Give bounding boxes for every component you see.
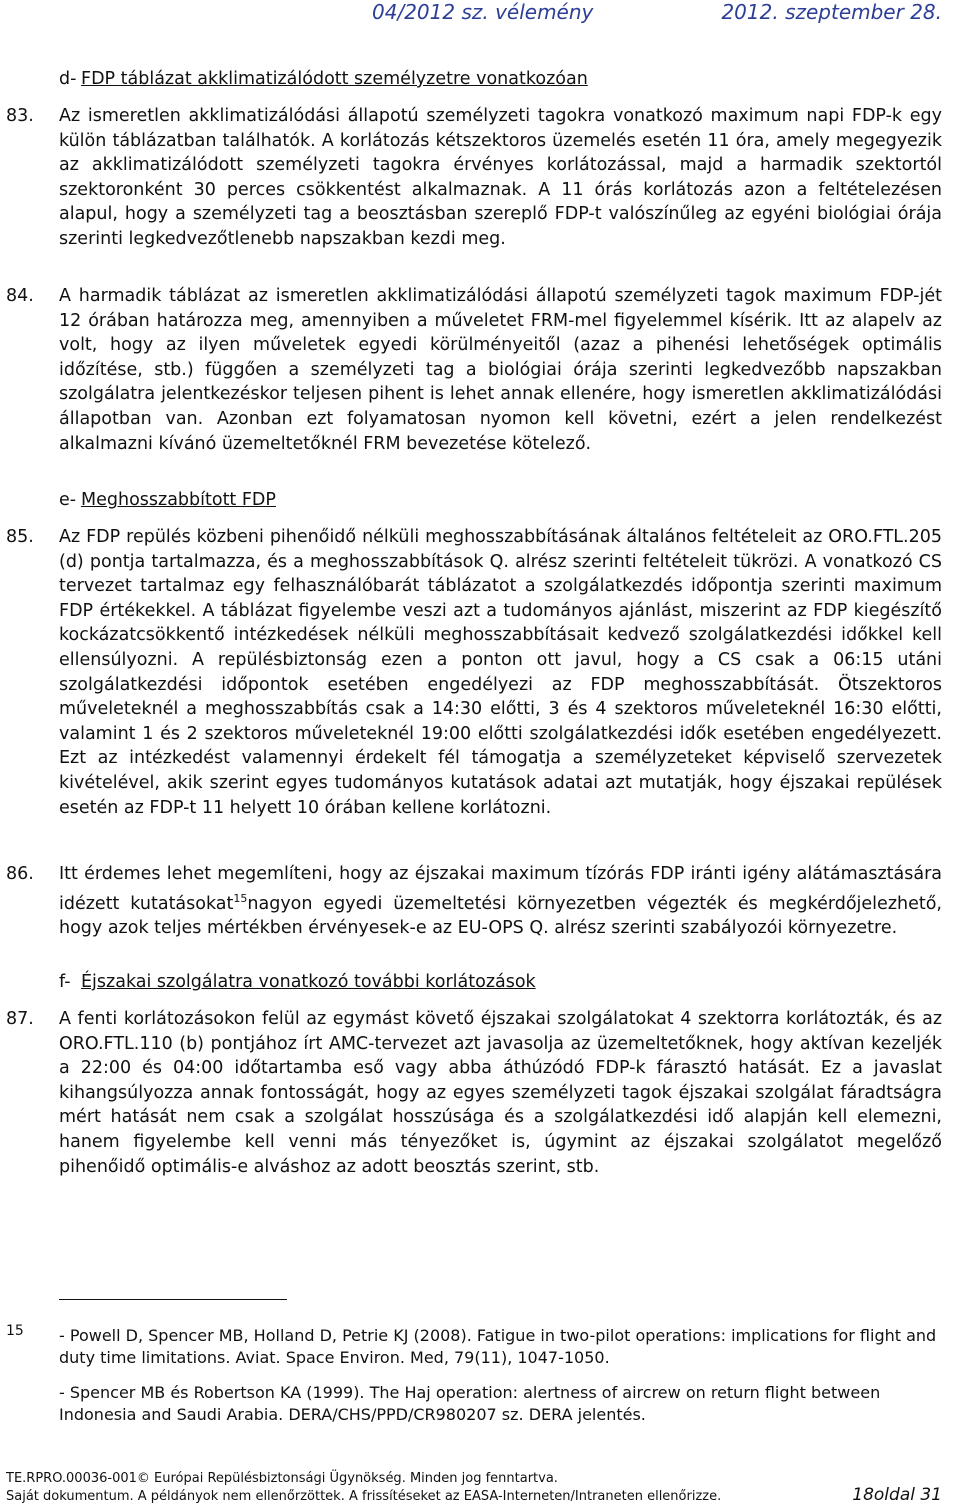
disclaimer-line: Saját dokumentum. A példányok nem ellenőrzöttek. A frissítéseket az EASA-Interneten/Intraneten ellenőrizze. <box>6 1489 722 1504</box>
paragraph-83 <box>6 104 942 252</box>
footnote-text: - Spencer MB és Robertson KA (1999). The Haj operation: alertness of aircrew on return flight between Indonesia and Saudi Arabia. DERA/CHS/PPD/CR980207 sz. DERA jelentés. <box>59 1383 881 1424</box>
paragraph-number: 87. <box>6 1009 34 1029</box>
section-title: Meghosszabbított FDP <box>81 490 276 510</box>
paragraph-text: Az FDP repülés közbeni pihenőidő nélküli meghosszabbításának általános feltételeit az ORO.FTL.205 (d) pontja tartalmazza, és a meghosszabbítások Q. alrész szerinti feltételeit tükrözi. A vonatkozó CS tervezet tartalmaz egy felhasználóbarát táblázatot a szolgálatkezdés időpontja szerinti maximum FDP értékekkel. A táblázat figyelembe veszi azt a tudományos ajánlást, miszerint az FDP kiegészítő kockázatcsökkentő intézkedések nélküli meghosszabbításait kedvező szolgálatkezdési időkkel kell ellensúlyozni. A repülésbiztonság ezen a ponton ott javul, hogy a CS csak a 06:15 utáni szolgálatkezdési időpontok esetében engedélyezi az FDP meghosszabbítását. Ötszektoros műveleteknél a meghosszabbítás csak a 14:30 előtti, 3 és 4 szektoros műveleteknél 16:30 előtti, valamint 1 és 2 szektoros műveleteknél 19:00 előtti szolgálatkezdési idők esetében engedélyezett. Ezt az intézkedést valamennyi érdekelt fél támogatja a személyzeteket képviselő szervezetek kivételével, akik szerint egyes tudományos kutatások adatai azt mutatják, hogy éjszakai repülések esetén az FDP-t 11 helyett 10 órában kellene korlátozni. <box>59 527 942 818</box>
section-tag: f- <box>59 972 71 992</box>
footnote-mark: 15 <box>6 1323 24 1339</box>
paragraph-number: 85. <box>6 527 34 547</box>
section-heading-f <box>59 972 536 992</box>
paragraph-number: 83. <box>6 106 34 126</box>
paragraph-84 <box>6 284 942 456</box>
paragraph-number: 86. <box>6 864 34 884</box>
paragraph-text: A harmadik táblázat az ismeretlen akklimatizálódási állapotú személyzeti tagok maximum FDP-jét 12 órában határozza meg, amennyiben a műveletet FRM-mel figyelemmel kísérik. Itt az alapelv az volt, hogy az ilyen műveletek egyedi körülményeitől (azaz a pihenési lehetőségek optimális időzítése, stb.) függően a személyzeti tag a biológiai órája szerinti legkedvezőbb napszakban szolgálatra jelentkezéskor teljesen pihent is lehet annak ellenére, hogy ismeretlen akklimatizálódási állapotban van. Azonban ezt folyamatosan nyomon kell követni, ezért a jelen rendelkezést alkalmazni kívánó üzemeltetőknél FRM bevezetése kötelező. <box>59 286 942 454</box>
footnote-text: - Powell D, Spencer MB, Holland D, Petrie KJ (2008). Fatigue in two-pilot operations: implications for flight and duty time limitations. Aviat. Space Environ. Med, 79(11), 1047-1050. <box>59 1326 937 1367</box>
footnote-divider <box>59 1299 287 1300</box>
page-footer <box>6 1470 942 1506</box>
footnote-ref-1 <box>59 1325 942 1369</box>
paragraph-text-part: Itt érdemes lehet megemlíteni, hogy az éjszakai maximum tízórás FDP iránti igény alátámasztására idézett kutatásokat <box>59 864 942 914</box>
paragraph-text <box>59 862 942 941</box>
section-tag: d- <box>59 69 77 89</box>
paragraph-text-part: nagyon egyedi üzemeltetési környezetben végezték és megkérdőjelezhető, hogy azok teljes mértékben érvényesek-e az EU-OPS Q. alrész szerinti szabályozói környezetre. <box>59 893 942 939</box>
paragraph-number: 84. <box>6 286 34 306</box>
section-heading-e <box>59 490 276 510</box>
section-tag: e- <box>59 490 77 510</box>
paragraph-85 <box>6 525 942 820</box>
footnote-reference: 15 <box>233 891 248 905</box>
paragraph-86 <box>6 862 942 941</box>
section-title: FDP táblázat akklimatizálódott személyzetre vonatkozóan <box>81 69 588 89</box>
paragraph-87 <box>6 1007 942 1179</box>
document-id: 04/2012 sz. vélemény <box>372 0 594 24</box>
copyright-line: TE.RPRO.00036-001© Európai Repülésbiztonsági Ügynökség. Minden jog fenntartva. <box>6 1471 558 1486</box>
footnote-ref-2 <box>59 1382 942 1426</box>
page-number: 18oldal 31 <box>852 1485 942 1505</box>
section-heading-d <box>59 69 588 89</box>
paragraph-text: A fenti korlátozásokon felül az egymást követő éjszakai szolgálatokat 4 szektorra korlátozták, és az ORO.FTL.110 (b) pontjához írt AMC-tervezet azt javasolja az üzemeltetőknek, hogy aktívan kezeljék a 22:00 és 04:00 időtartamba eső vagy abba áthúzódó FDP-k fárasztó hatását. Ez a javaslat kihangsúlyozza annak fontosságát, hogy az egyes személyzeti tagok éjszakai szolgálat fáradtságra mért hatását nem csak a szolgálat hosszúsága és a szolgálatkezdési idő alapján kell elemezni, hanem figyelembe kell venni más tényezőket is, úgymint az éjszakai szolgálatot megelőző pihenőidő optimális-e alváshoz az adott beosztás szerint, stb. <box>59 1009 942 1177</box>
section-title: Éjszakai szolgálatra vonatkozó további korlátozások <box>81 972 536 992</box>
document-date: 2012. szeptember 28. <box>721 0 942 24</box>
paragraph-text: Az ismeretlen akklimatizálódási állapotú személyzeti tagokra vonatkozó maximum napi FDP-k egy külön táblázatban találhatók. A korlátozás kétszektoros üzemelés esetén 11 óra, amely megegyezik az akklimatizálódott személyzeti tagokra érvényes korlátozással, majd a harmadik szektortól szektoronként 30 perces csökkentést alkalmaznak. A 11 órás korlátozás azon a feltételezésen alapul, hogy a személyzeti tag a beosztásban szereplő FDP-t valószínűleg az egyéni biológiai órája szerinti legkedvezőtlenebb napszakban kezdi meg. <box>59 106 942 249</box>
